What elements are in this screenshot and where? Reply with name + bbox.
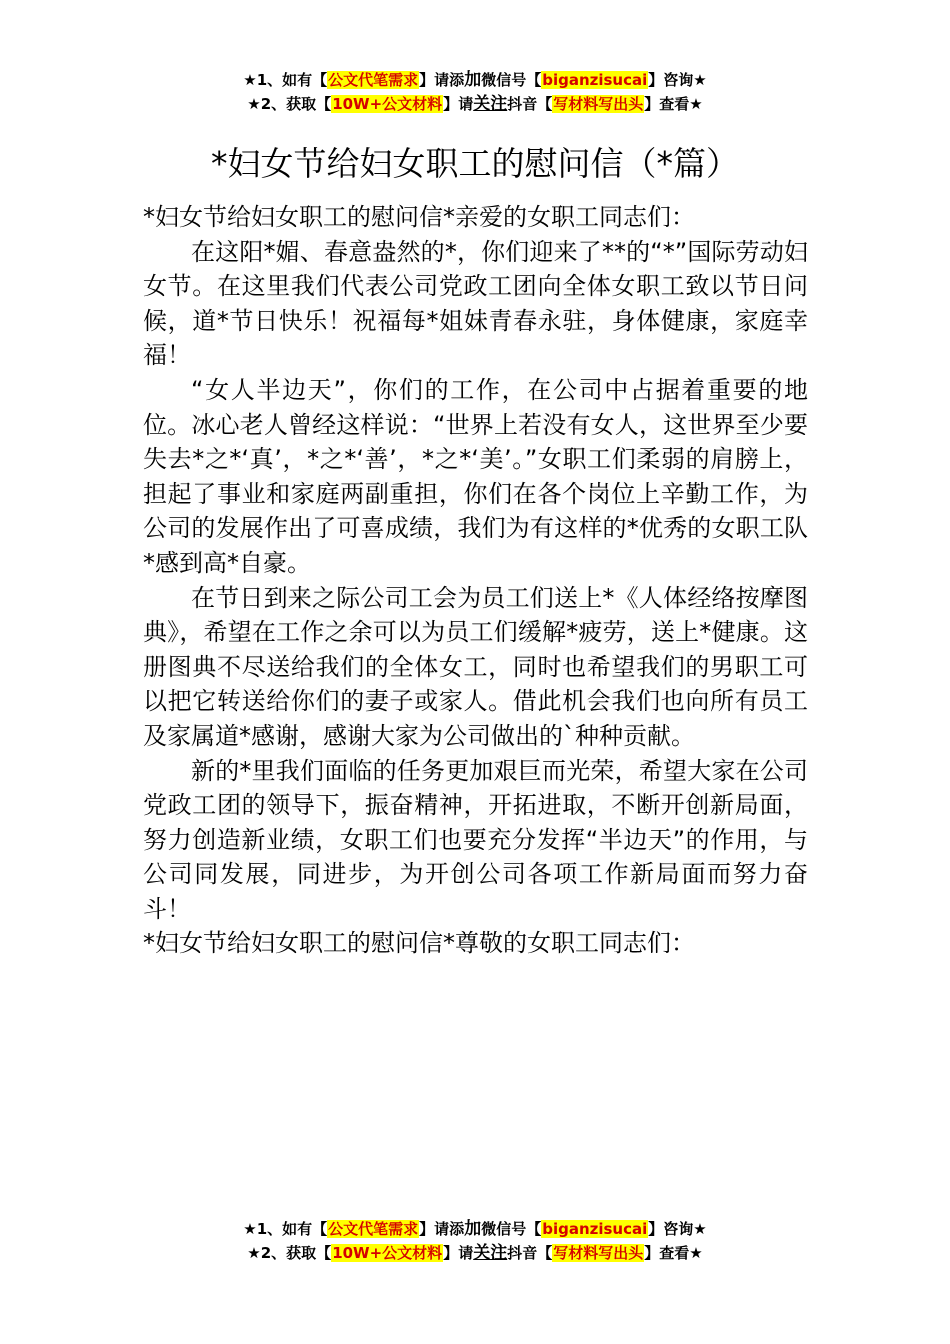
banner-emphasis: 加 — [464, 70, 482, 90]
banner-emphasis: 关注 — [473, 1243, 508, 1263]
banner-wechat-id: biganzisucai — [542, 71, 648, 89]
banner-douyin-id: 写材料写出头 — [553, 1244, 644, 1262]
banner-line-2 — [0, 92, 950, 116]
banner-highlight: 10W+公文材料 — [332, 95, 443, 113]
paragraph: 新的*里我们面临的任务更加艰巨而光荣，希望大家在公司党政工团的领导下，振奋精神，开拓进取，不断开创新局面，努力创造新业绩，女职工们也要充分发挥“半边天”的作用，与公司同发展，同进步，为开创公司各项工作新局面而努力奋斗！ — [143, 756, 808, 923]
header-banner — [0, 68, 950, 116]
banner-text: 微信号【 — [481, 1220, 542, 1238]
banner-text: ★2、获取【 — [247, 1244, 332, 1262]
banner-text: 】请 — [443, 95, 474, 113]
banner-text: 】咨询★ — [648, 1220, 707, 1238]
banner-text: ★2、获取【 — [247, 95, 332, 113]
banner-emphasis: 关注 — [473, 94, 508, 114]
banner-text: ★1、如有【 — [243, 71, 328, 89]
paragraph: 在节日到来之际公司工会为员工们送上*《人体经络按摩图典》，希望在工作之余可以为员工们缓解*疲劳，送上*健康。这册图典不尽送给我们的全体女工，同时也希望我们的男职工可以把它转送给你们的妻子或家人。借此机会我们也向所有员工及家属道*感谢，感谢大家为公司做出的`种种贡献。 — [143, 583, 808, 750]
banner-line-2 — [0, 1241, 950, 1265]
paragraph: *妇女节给妇女职工的慰问信*尊敬的女职工同志们： — [143, 929, 695, 958]
banner-highlight: 公文代笔需求 — [328, 71, 419, 89]
paragraph: 在这阳*媚、春意盎然的*，你们迎来了**的“*”国际劳动妇女节。在这里我们代表公司党政工团向全体女职工致以节日问候，道*节日快乐！祝福每*姐妹青春永驻，身体健康，家庭幸福！ — [143, 237, 808, 370]
banner-emphasis: 加 — [464, 1219, 482, 1239]
banner-text: 】咨询★ — [648, 71, 707, 89]
banner-text: ★1、如有【 — [243, 1220, 328, 1238]
document-body — [143, 200, 808, 961]
banner-douyin-id: 写材料写出头 — [553, 95, 644, 113]
banner-text: 】查看★ — [644, 1244, 703, 1262]
banner-line-1 — [0, 1217, 950, 1241]
paragraph: *妇女节给妇女职工的慰问信*亲爱的女职工同志们： — [143, 203, 695, 231]
document-title: *妇女节给妇女职工的慰问信（*篇） — [211, 144, 739, 183]
banner-text: 】查看★ — [644, 95, 703, 113]
banner-line-1 — [0, 68, 950, 92]
banner-highlight: 10W+公文材料 — [332, 1244, 443, 1262]
banner-text: 】请添 — [419, 1220, 465, 1238]
footer-banner — [0, 1217, 950, 1265]
banner-text: 】请添 — [419, 71, 465, 89]
banner-wechat-id: biganzisucai — [542, 1220, 648, 1238]
paragraph: “女人半边天”，你们的工作，在公司中占据着重要的地位。冰心老人曾经这样说：“世界上若没有女人，这世界至少要失去*之*‘真’，*之*‘善’，*之*‘美’。”女职工们柔弱的肩膀上，担起了事业和家庭两副重担，你们在各个岗位上辛勤工作，为公司的发展作出了可喜成绩，我们为有这样的*优秀的女职工队*感到高*自豪。 — [143, 375, 808, 577]
banner-text: 】请 — [443, 1244, 474, 1262]
banner-text: 抖音【 — [507, 1244, 553, 1262]
banner-text: 微信号【 — [481, 71, 542, 89]
banner-highlight: 公文代笔需求 — [328, 1220, 419, 1238]
banner-text: 抖音【 — [507, 95, 553, 113]
